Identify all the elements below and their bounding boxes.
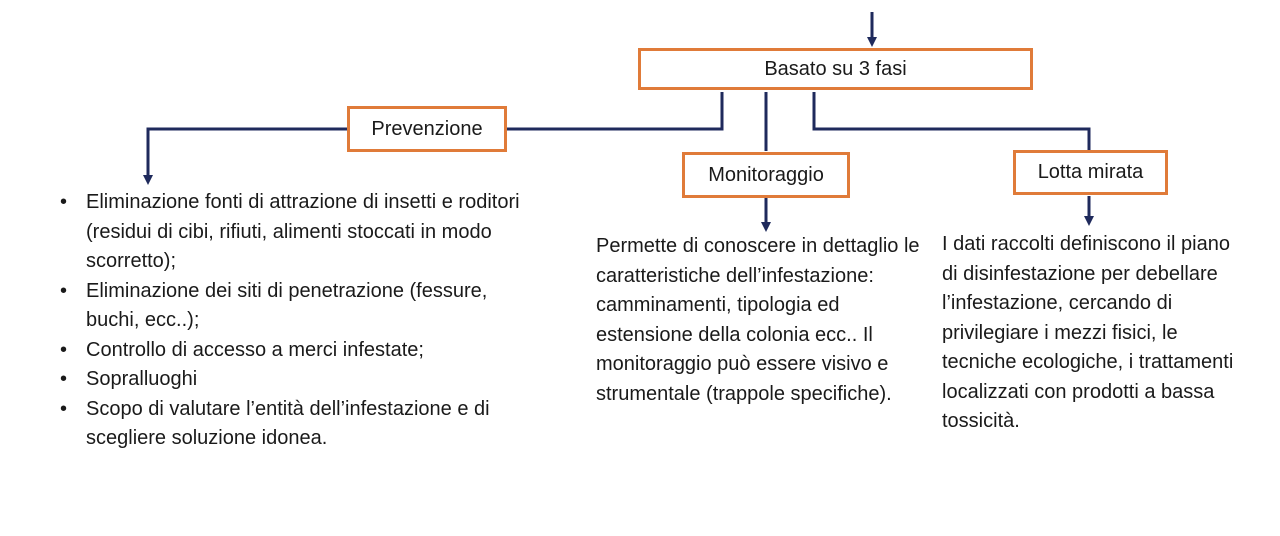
root-label: Basato su 3 fasi — [764, 57, 907, 80]
lotta-mirata-text: I dati raccolti definiscono il piano di disinfestazione per debellare l’infestazione, cercando di privilegiare i mezzi fisici, le tecniche ecologiche, i trattamenti localizzati con prodotti a bassa tossicità. — [942, 233, 1234, 432]
connector-lotta-mirata — [814, 92, 1089, 150]
list-item: • Eliminazione fonti di attrazione di insetti e roditori (residui di cibi, rifiuti, alimenti stoccati in modo scorretto); — [56, 188, 546, 277]
monitoraggio-box — [682, 152, 850, 198]
lotta-mirata-box — [1013, 150, 1168, 195]
monitoraggio-text: Permette di conoscere in dettaglio le caratteristiche dell’infestazione: camminamenti, tipologia ed estensione della colonia ecc.. Il monitoraggio può essere visivo e strumentale (trappole specifiche). — [596, 235, 920, 405]
prevenzione-box — [347, 106, 507, 152]
list-item: • Sopralluoghi — [56, 365, 546, 395]
list-item: • Eliminazione dei siti di penetrazione (fessure, buchi, ecc..); — [56, 277, 546, 336]
monitoraggio-label: Monitoraggio — [708, 163, 824, 186]
prevenzione-label: Prevenzione — [371, 117, 483, 140]
prevenzione-list — [56, 188, 546, 454]
list-item: • Scopo di valutare l’entità dell’infestazione e di scegliere soluzione idonea. — [56, 395, 546, 454]
lotta-mirata-label: Lotta mirata — [1037, 161, 1144, 183]
list-item: • Controllo di accesso a merci infestate; — [56, 336, 546, 366]
root-box — [638, 48, 1033, 90]
